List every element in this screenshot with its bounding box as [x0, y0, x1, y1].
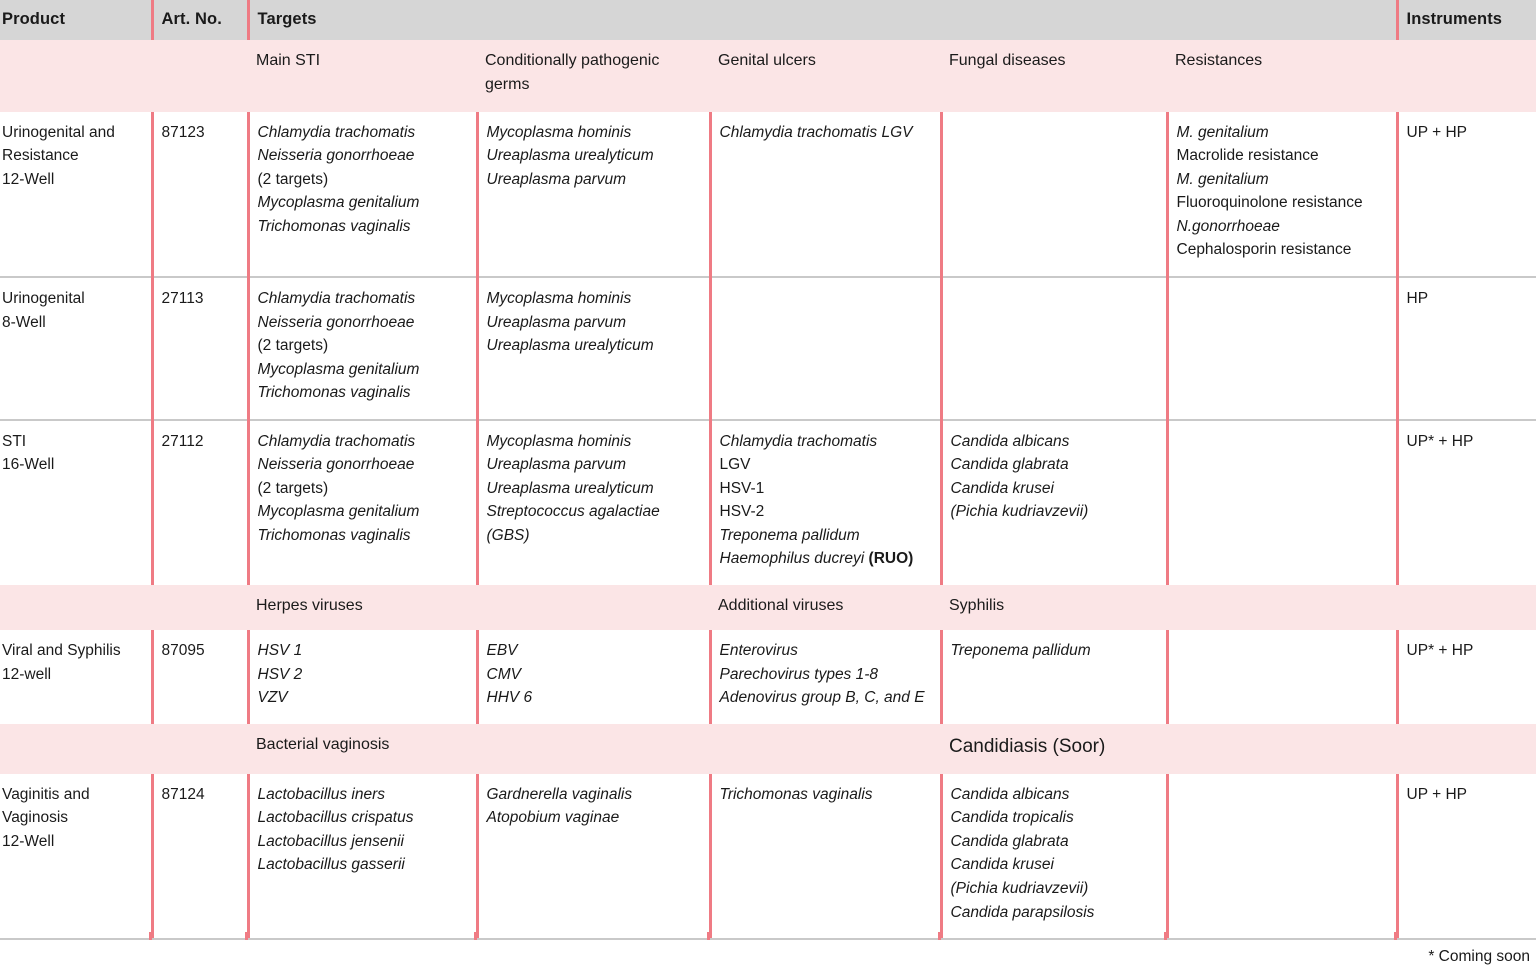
target-line: Fluoroquinolone resistance [1176, 194, 1363, 212]
target-line: Treponema pallidum [950, 642, 1091, 660]
band-spacer-product [0, 724, 152, 774]
target-line: Chlamydia trachomatis [257, 432, 416, 450]
band-spacer-art [152, 724, 248, 774]
cell-instruments: UP* + HP [1397, 630, 1536, 724]
text-line: 12-well [2, 665, 52, 683]
cell-fungal-diseases [941, 277, 1167, 420]
target-line: Ureaplasma urealyticum [486, 479, 654, 497]
target-line: Candida krusei [950, 479, 1054, 497]
subheader-additional-viruses: Additional viruses [710, 585, 941, 630]
table-row [0, 112, 1536, 277]
target-line: Mycoplasma genitalium [257, 503, 420, 521]
text-line: Vaginitis and Vaginosis [2, 785, 94, 827]
text-line: 16-Well [2, 456, 55, 474]
subheader-fungal-diseases: Fungal diseases [941, 40, 1167, 112]
cell-instruments: HP [1397, 277, 1536, 420]
cell-instruments: UP + HP [1397, 112, 1536, 277]
cell-instruments: UP + HP [1397, 774, 1536, 938]
footnote: * Coming soon [1428, 948, 1530, 966]
target-line: Mycoplasma hominis [486, 289, 632, 307]
text-line: 12-Well [2, 170, 55, 188]
subheader-main-sti: Main STI [248, 40, 477, 112]
target-line: (2 targets) [257, 170, 329, 188]
cell-conditionally-pathogenic [477, 277, 710, 420]
cell-main-sti [248, 420, 477, 585]
cell-bacterial-vaginosis [248, 774, 477, 938]
target-line: Candida albicans [950, 785, 1070, 803]
band-spacer-instruments [1397, 724, 1536, 774]
band-spacer-cond [477, 724, 710, 774]
target-line: Mycoplasma genitalium [257, 194, 420, 212]
target-line: Lactobacillus jensenii [257, 832, 404, 850]
cell-fungal-diseases [941, 420, 1167, 585]
target-line: Candida albicans [950, 432, 1070, 450]
column-header-art-no: Art. No. [152, 0, 248, 40]
subheader-syphilis: Syphilis [941, 585, 1167, 630]
target-line: Ureaplasma urealyticum [486, 337, 654, 355]
target-line: Haemophilus ducreyi (RUO) [719, 550, 914, 568]
target-line: HSV-1 [719, 479, 765, 497]
target-line: Treponema pallidum [719, 526, 860, 544]
rule-tick [474, 932, 477, 940]
cell-main-sti [248, 277, 477, 420]
target-line: (2 targets) [257, 337, 329, 355]
target-line: Candida tropicalis [950, 809, 1074, 827]
cell-instruments: UP* + HP [1397, 420, 1536, 585]
cell-genital-ulcers [710, 420, 941, 585]
table-row [0, 420, 1536, 585]
band-spacer-instruments [1397, 40, 1536, 112]
cell-art-no: 87123 [152, 112, 248, 277]
target-line: Cephalosporin resistance [1176, 241, 1352, 259]
subheader-resistances: Resistances [1167, 40, 1397, 112]
cell-conditionally-pathogenic [477, 774, 710, 938]
target-line: Macrolide resistance [1176, 147, 1319, 165]
target-line: Candida glabrata [950, 456, 1069, 474]
target-line: Trichomonas vaginalis [257, 217, 411, 235]
text-line: STI [2, 432, 27, 450]
rule-tick [149, 932, 152, 940]
target-line: Ureaplasma parvum [486, 456, 627, 474]
target-line-annotation: (RUO) [868, 550, 914, 568]
cell-main-sti [248, 112, 477, 277]
table-bottom-rule [0, 938, 1536, 940]
cell-fungal-diseases [941, 112, 1167, 277]
cell-genital-ulcers [710, 112, 941, 277]
column-header-product: Product [0, 0, 152, 40]
table-row [0, 277, 1536, 420]
target-line: Candida glabrata [950, 832, 1069, 850]
target-line: Mycoplasma hominis [486, 432, 632, 450]
cell-resistances [1167, 277, 1397, 420]
target-line: Neisseria gonorrhoeae [257, 147, 415, 165]
target-line: Candida krusei [950, 856, 1054, 874]
target-line: Adenovirus group B, C, and E [719, 689, 925, 707]
target-line: Neisseria gonorrhoeae [257, 313, 415, 331]
band-spacer-art [152, 585, 248, 630]
cell-art-no: 87124 [152, 774, 248, 938]
cell-candidiasis [941, 774, 1167, 938]
target-line: M. genitalium [1176, 170, 1269, 188]
target-line: Enterovirus [719, 642, 798, 660]
cell-product [0, 630, 152, 724]
cell-product [0, 420, 152, 585]
rule-tick [245, 932, 248, 940]
target-line: Mycoplasma hominis [486, 123, 632, 141]
cell-conditionally-pathogenic [477, 630, 710, 724]
rule-tick [938, 932, 941, 940]
subheader-bacterial-vaginosis: Bacterial vaginosis [248, 724, 477, 774]
subheader-genital-ulcers: Genital ulcers [710, 40, 941, 112]
target-line: Trichomonas vaginalis [719, 785, 873, 803]
target-line: Chlamydia trachomatis [257, 123, 416, 141]
target-line: VZV [257, 689, 288, 707]
text-line: Urinogenital [2, 289, 85, 307]
target-line: Mycoplasma genitalium [257, 360, 420, 378]
table-header-row [0, 0, 1536, 40]
band-spacer-art [152, 40, 248, 112]
column-header-targets: Targets [248, 0, 1397, 40]
band-spacer-resist [1167, 585, 1397, 630]
target-line: (Pichia kudriavzevii) [950, 503, 1089, 521]
subheader-candidiasis: Candidiasis (Soor) [941, 724, 1167, 774]
target-line: M. genitalium [1176, 123, 1269, 141]
cell-art-no: 27112 [152, 420, 248, 585]
band-spacer-resist [1167, 724, 1397, 774]
target-line: Ureaplasma parvum [486, 313, 627, 331]
target-line: Trichomonas vaginalis [257, 526, 411, 544]
target-line: (Pichia kudriavzevii) [950, 880, 1089, 898]
target-line: Neisseria gonorrhoeae [257, 456, 415, 474]
target-line: Trichomonas vaginalis [257, 384, 411, 402]
text-line: 12-Well [2, 832, 55, 850]
target-line: HHV 6 [486, 689, 533, 707]
table-row [0, 630, 1536, 724]
cell-art-no: 27113 [152, 277, 248, 420]
subheader-conditionally-pathogenic-germs: Conditionally pathogenic germs [477, 40, 710, 112]
target-line: CMV [486, 665, 521, 683]
cell-resistances [1167, 112, 1397, 277]
cell-syphilis [941, 630, 1167, 724]
cell-herpes-viruses [248, 630, 477, 724]
target-line: HSV 2 [257, 665, 303, 683]
subheader-band-sti [0, 40, 1536, 112]
target-line: Candida parapsilosis [950, 903, 1095, 921]
target-line: Gardnerella vaginalis [486, 785, 633, 803]
target-line: LGV [719, 456, 751, 474]
table-row [0, 774, 1536, 938]
cell-genital-ulcers [710, 277, 941, 420]
cell-resistances [1167, 774, 1397, 938]
target-line: Lactobacillus crispatus [257, 809, 414, 827]
rule-tick [1164, 932, 1167, 940]
cell-conditionally-pathogenic [477, 420, 710, 585]
rule-tick [707, 932, 710, 940]
target-line: Parechovirus types 1-8 [719, 665, 879, 683]
subheader-band-viral [0, 585, 1536, 630]
cell-conditionally-pathogenic [477, 112, 710, 277]
target-line: Chlamydia trachomatis LGV [719, 123, 913, 141]
subheader-band-vaginosis [0, 724, 1536, 774]
cell-resistances [1167, 420, 1397, 585]
target-line: (2 targets) [257, 479, 329, 497]
band-spacer-instruments [1397, 585, 1536, 630]
column-header-instruments: Instruments [1397, 0, 1536, 40]
cell-product [0, 774, 152, 938]
target-line: HSV 1 [257, 642, 303, 660]
band-spacer-genital [710, 724, 941, 774]
cell-resistances [1167, 630, 1397, 724]
target-line: Chlamydia trachomatis [719, 432, 878, 450]
band-spacer-product [0, 40, 152, 112]
band-spacer-product [0, 585, 152, 630]
target-line: Ureaplasma urealyticum [486, 147, 654, 165]
target-line: Lactobacillus iners [257, 785, 386, 803]
cell-product [0, 112, 152, 277]
band-spacer-cond [477, 585, 710, 630]
cell-additional-viruses [710, 630, 941, 724]
target-line: Chlamydia trachomatis [257, 289, 416, 307]
target-line: Lactobacillus gasserii [257, 856, 405, 874]
text-line: Viral and Syphilis [2, 642, 121, 660]
cell-genital-ulcers [710, 774, 941, 938]
cell-art-no: 87095 [152, 630, 248, 724]
cell-product [0, 277, 152, 420]
target-line: Streptococcus agalactiae (GBS) [486, 503, 664, 544]
rule-tick [1394, 932, 1397, 940]
target-line: Ureaplasma parvum [486, 170, 627, 188]
target-line: Atopobium vaginae [486, 809, 620, 827]
subheader-herpes-viruses: Herpes viruses [248, 585, 477, 630]
target-line: HSV-2 [719, 503, 765, 521]
text-line: 8-Well [2, 313, 46, 331]
target-line: N.gonorrhoeae [1176, 217, 1280, 235]
target-line: EBV [486, 642, 518, 660]
text-line: Urinogenital and Resistance [2, 123, 120, 165]
